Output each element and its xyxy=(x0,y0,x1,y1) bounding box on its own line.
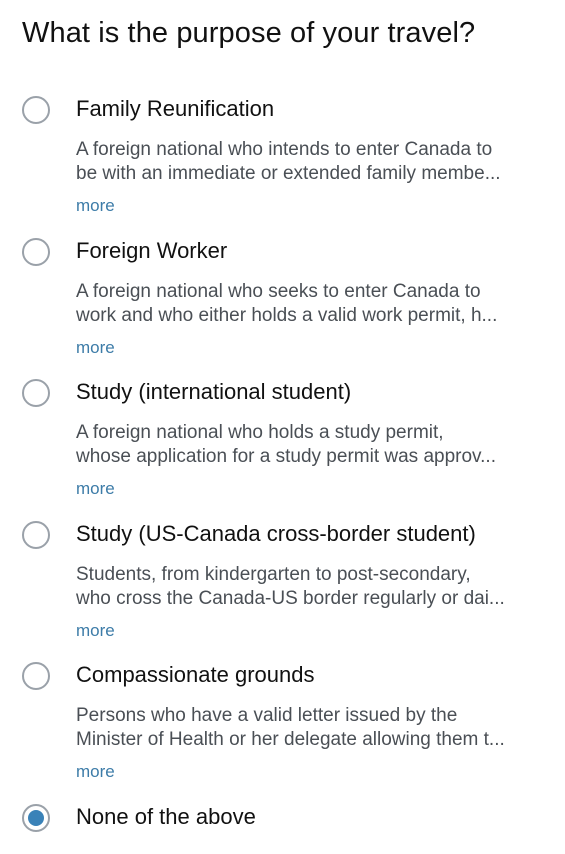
option-description xyxy=(76,704,545,752)
option-study-international[interactable] xyxy=(22,377,545,519)
description-line: Students, from kindergarten to post-secondary, xyxy=(76,563,471,585)
description-line: A foreign national who intends to enter Canada to xyxy=(76,139,493,160)
option-label[interactable]: Family Reunification xyxy=(76,96,275,121)
more-link[interactable]: more xyxy=(76,620,115,640)
option-description xyxy=(76,421,545,469)
more-link[interactable]: more xyxy=(76,196,115,215)
option-label[interactable]: Foreign Worker xyxy=(76,237,228,263)
option-content xyxy=(76,94,545,217)
radio-button[interactable] xyxy=(22,521,50,549)
radio-button[interactable] xyxy=(22,96,50,124)
option-description xyxy=(76,563,545,611)
option-content xyxy=(76,377,545,500)
option-label[interactable]: None of the above xyxy=(76,803,256,829)
more-link[interactable]: more xyxy=(76,337,115,357)
option-description xyxy=(76,280,545,328)
option-content xyxy=(76,519,545,642)
radio-button[interactable] xyxy=(22,238,50,266)
description-line: whose application for a study permit was approv... xyxy=(76,446,496,467)
purpose-options-list xyxy=(22,94,545,850)
option-label[interactable]: Compassionate grounds xyxy=(76,662,315,687)
more-link[interactable]: more xyxy=(76,762,115,781)
option-label[interactable]: Study (international student) xyxy=(76,379,352,404)
option-content xyxy=(76,660,545,783)
option-foreign-worker[interactable] xyxy=(22,236,545,378)
description-line: Persons who have a valid letter issued by the xyxy=(76,705,458,726)
option-content xyxy=(76,802,545,832)
option-label[interactable]: Study (US-Canada cross-border student) xyxy=(76,520,476,546)
option-family-reunification[interactable] xyxy=(22,94,545,236)
description-line: work and who either holds a valid work permit, h... xyxy=(76,304,498,326)
option-description xyxy=(76,138,545,186)
radio-button[interactable] xyxy=(22,379,50,407)
radio-button[interactable] xyxy=(22,662,50,690)
option-none-of-the-above[interactable] xyxy=(22,802,545,850)
option-content xyxy=(76,236,545,359)
description-line: Minister of Health or her delegate allowing them t... xyxy=(76,729,505,750)
description-line: A foreign national who seeks to enter Canada to xyxy=(76,280,481,302)
radio-selected-dot xyxy=(28,810,44,826)
radio-button-selected[interactable] xyxy=(22,804,50,832)
description-line: A foreign national who holds a study permit, xyxy=(76,422,444,443)
more-link[interactable]: more xyxy=(76,479,115,498)
option-compassionate-grounds[interactable] xyxy=(22,660,545,802)
description-line: who cross the Canada-US border regularly or dai... xyxy=(76,587,505,609)
description-line: be with an immediate or extended family membe... xyxy=(76,163,501,184)
option-study-cross-border[interactable] xyxy=(22,519,545,661)
question-title: What is the purpose of your travel? xyxy=(22,17,476,49)
